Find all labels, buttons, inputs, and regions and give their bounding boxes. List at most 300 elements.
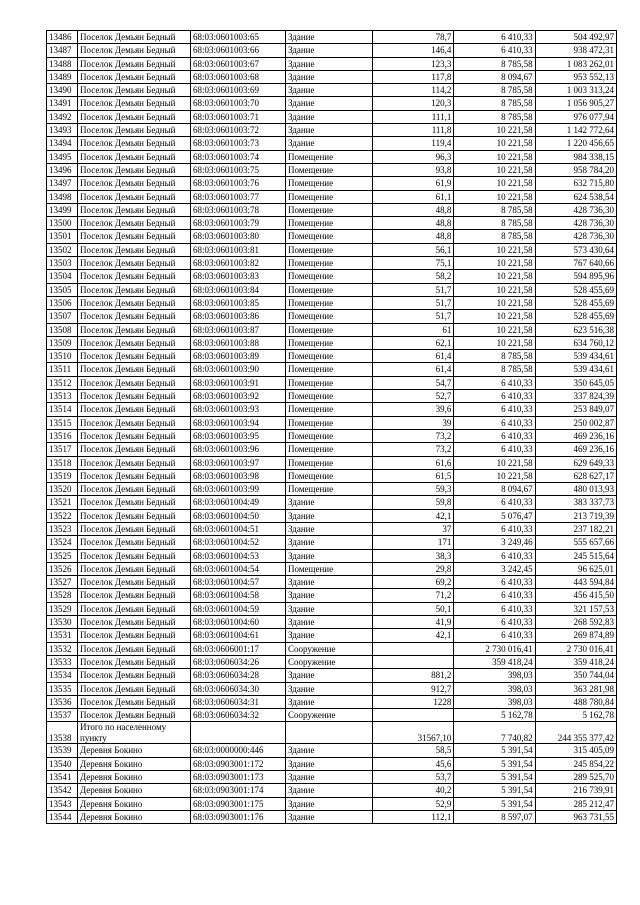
area-cell: 61,6 (373, 456, 454, 469)
specific-value-cell: 8 094,67 (454, 483, 535, 496)
cadastral-number-cell: 68:03:0601003:97 (191, 456, 286, 469)
locality-name-cell: Поселок Демьян Бедный (78, 97, 191, 110)
cadastral-number-cell: 68:03:0601003:66 (191, 44, 286, 57)
specific-value-cell: 398,03 (454, 695, 535, 708)
cadastral-value-cell: 539 434,61 (535, 363, 616, 376)
area-cell: 61,4 (373, 363, 454, 376)
cadastral-number-cell: 68:03:0601003:94 (191, 416, 286, 429)
cadastral-value-cell: 213 719,39 (535, 509, 616, 522)
row-number-cell: 13526 (47, 562, 78, 575)
table-row (47, 403, 617, 416)
locality-name-cell: Поселок Демьян Бедный (78, 403, 191, 416)
area-cell: 117,8 (373, 70, 454, 83)
cadastral-value-cell: 315 405,09 (535, 744, 616, 757)
specific-value-cell: 6 410,33 (454, 629, 535, 642)
locality-name-cell: Поселок Демьян Бедный (78, 217, 191, 230)
row-number-cell: 13501 (47, 230, 78, 243)
cadastral-number-cell: 68:03:0601003:73 (191, 137, 286, 150)
object-type-cell: Здание (286, 496, 373, 509)
area-cell: 48,8 (373, 203, 454, 216)
area-cell: 31567,10 (373, 722, 454, 744)
specific-value-cell: 8 597,07 (454, 810, 535, 823)
table-row (47, 97, 617, 110)
object-type-cell: Здание (286, 744, 373, 757)
specific-value-cell: 398,03 (454, 669, 535, 682)
cadastral-value-cell: 216 739,91 (535, 784, 616, 797)
area-cell: 61,4 (373, 350, 454, 363)
cadastral-value-cell: 350 744,04 (535, 669, 616, 682)
specific-value-cell: 8 785,58 (454, 110, 535, 123)
table-row (47, 642, 617, 655)
object-type-cell: Здание (286, 110, 373, 123)
specific-value-cell: 10 221,58 (454, 456, 535, 469)
row-number-cell: 13533 (47, 655, 78, 668)
specific-value-cell: 6 410,33 (454, 616, 535, 629)
cadastral-value-cell: 269 874,89 (535, 629, 616, 642)
object-type-cell: Здание (286, 31, 373, 44)
table-row (47, 44, 617, 57)
specific-value-cell: 8 094,67 (454, 70, 535, 83)
area-cell: 42,1 (373, 629, 454, 642)
row-number-cell: 13531 (47, 629, 78, 642)
cadastral-number-cell: 68:03:0601003:75 (191, 163, 286, 176)
object-type-cell: Помещение (286, 257, 373, 270)
row-number-cell: 13493 (47, 124, 78, 137)
cadastral-value-cell: 555 657,66 (535, 536, 616, 549)
cadastral-number-cell: 68:03:0601003:70 (191, 97, 286, 110)
object-type-cell: Здание (286, 616, 373, 629)
specific-value-cell: 3 242,45 (454, 562, 535, 575)
row-number-cell: 13507 (47, 310, 78, 323)
cadastral-number-cell: 68:03:0601003:77 (191, 190, 286, 203)
cadastral-number-cell: 68:03:0601003:71 (191, 110, 286, 123)
locality-name-cell: Поселок Демьян Бедный (78, 509, 191, 522)
object-type-cell: Помещение (286, 283, 373, 296)
object-type-cell: Помещение (286, 350, 373, 363)
table-row (47, 669, 617, 682)
table-row (47, 310, 617, 323)
table-row (47, 336, 617, 349)
row-number-cell: 13516 (47, 429, 78, 442)
locality-name-cell: Поселок Демьян Бедный (78, 70, 191, 83)
locality-name-cell: Поселок Демьян Бедный (78, 549, 191, 562)
cadastral-number-cell: 68:03:0601003:74 (191, 150, 286, 163)
row-number-cell: 13540 (47, 757, 78, 770)
table-row (47, 283, 617, 296)
object-type-cell: Помещение (286, 403, 373, 416)
locality-name-cell: Поселок Демьян Бедный (78, 642, 191, 655)
row-number-cell: 13528 (47, 589, 78, 602)
cadastral-number-cell: 68:03:0606034:31 (191, 695, 286, 708)
row-number-cell: 13506 (47, 296, 78, 309)
row-number-cell: 13538 (47, 722, 78, 744)
locality-name-cell: Поселок Демьян Бедный (78, 190, 191, 203)
locality-name-cell: Поселок Демьян Бедный (78, 84, 191, 97)
table-row (47, 443, 617, 456)
cadastral-value-cell: 984 338,15 (535, 150, 616, 163)
object-type-cell: Здание (286, 784, 373, 797)
cadastral-value-cell: 504 492,97 (535, 31, 616, 44)
cadastral-value-table (46, 30, 617, 824)
cadastral-value-cell: 253 849,07 (535, 403, 616, 416)
locality-name-cell: Поселок Демьян Бедный (78, 576, 191, 589)
cadastral-value-cell: 624 538,54 (535, 190, 616, 203)
object-type-cell: Помещение (286, 483, 373, 496)
object-type-cell: Здание (286, 536, 373, 549)
table-row (47, 230, 617, 243)
object-type-cell: Помещение (286, 416, 373, 429)
row-number-cell: 13529 (47, 602, 78, 615)
cadastral-number-cell: 68:03:0606034:26 (191, 655, 286, 668)
specific-value-cell: 10 221,58 (454, 243, 535, 256)
cadastral-number-cell: 68:03:0606034:32 (191, 709, 286, 722)
table-row (47, 522, 617, 535)
object-type-cell: Помещение (286, 376, 373, 389)
specific-value-cell: 8 785,58 (454, 363, 535, 376)
object-type-cell: Здание (286, 682, 373, 695)
cadastral-value-cell: 456 415,50 (535, 589, 616, 602)
table-row (47, 70, 617, 83)
cadastral-value-cell: 958 784,20 (535, 163, 616, 176)
cadastral-value-cell: 539 434,61 (535, 350, 616, 363)
locality-name-cell: Поселок Демьян Бедный (78, 283, 191, 296)
area-cell: 114,2 (373, 84, 454, 97)
object-type-cell: Помещение (286, 163, 373, 176)
object-type-cell: Помещение (286, 190, 373, 203)
object-type-cell: Здание (286, 602, 373, 615)
row-number-cell: 13486 (47, 31, 78, 44)
table-row (47, 163, 617, 176)
cadastral-number-cell: 68:03:0601004:60 (191, 616, 286, 629)
table-row (47, 243, 617, 256)
object-type-cell: Здание (286, 576, 373, 589)
locality-name-cell: Поселок Демьян Бедный (78, 695, 191, 708)
cadastral-value-cell: 428 736,30 (535, 230, 616, 243)
specific-value-cell: 10 221,58 (454, 336, 535, 349)
area-cell: 58,5 (373, 744, 454, 757)
cadastral-value-cell: 629 649,33 (535, 456, 616, 469)
locality-name-cell: Поселок Демьян Бедный (78, 110, 191, 123)
cadastral-number-cell: 68:03:0601003:78 (191, 203, 286, 216)
row-number-cell: 13537 (47, 709, 78, 722)
area-cell: 61 (373, 323, 454, 336)
row-number-cell: 13490 (47, 84, 78, 97)
table-row (47, 536, 617, 549)
table-row (47, 124, 617, 137)
cadastral-value-cell: 337 824,39 (535, 390, 616, 403)
cadastral-value-cell: 488 780,84 (535, 695, 616, 708)
object-type-cell: Здание (286, 797, 373, 810)
cadastral-value-cell: 244 355 377,42 (535, 722, 616, 744)
locality-name-cell: Поселок Демьян Бедный (78, 243, 191, 256)
row-number-cell: 13503 (47, 257, 78, 270)
locality-name-cell: Поселок Демьян Бедный (78, 496, 191, 509)
object-type-cell: Здание (286, 771, 373, 784)
table-row (47, 376, 617, 389)
locality-name-cell: Поселок Демьян Бедный (78, 469, 191, 482)
specific-value-cell: 5 162,78 (454, 709, 535, 722)
area-cell: 29,8 (373, 562, 454, 575)
table-row (47, 416, 617, 429)
row-number-cell: 13499 (47, 203, 78, 216)
row-number-cell: 13494 (47, 137, 78, 150)
specific-value-cell: 6 410,33 (454, 522, 535, 535)
area-cell: 112,1 (373, 810, 454, 823)
locality-name-cell: Поселок Демьян Бедный (78, 31, 191, 44)
cadastral-number-cell: 68:03:0601004:54 (191, 562, 286, 575)
table-row (47, 709, 617, 722)
table-row (47, 257, 617, 270)
object-type-cell: Здание (286, 757, 373, 770)
cadastral-value-cell: 1 220 456,65 (535, 137, 616, 150)
cadastral-number-cell: 68:03:0601003:67 (191, 57, 286, 70)
cadastral-value-cell: 1 142 772,64 (535, 124, 616, 137)
locality-name-cell: Поселок Демьян Бедный (78, 655, 191, 668)
object-type-cell: Помещение (286, 243, 373, 256)
row-number-cell: 13542 (47, 784, 78, 797)
cadastral-number-cell: 68:03:0601004:57 (191, 576, 286, 589)
object-type-cell: Помещение (286, 323, 373, 336)
row-number-cell: 13497 (47, 177, 78, 190)
locality-name-cell: Поселок Демьян Бедный (78, 336, 191, 349)
specific-value-cell: 10 221,58 (454, 270, 535, 283)
area-cell: 42,1 (373, 509, 454, 522)
object-type-cell: Здание (286, 137, 373, 150)
row-number-cell: 13544 (47, 810, 78, 823)
object-type-cell: Здание (286, 695, 373, 708)
table-row (47, 616, 617, 629)
cadastral-value-cell: 289 525,70 (535, 771, 616, 784)
row-number-cell: 13530 (47, 616, 78, 629)
specific-value-cell: 8 785,58 (454, 350, 535, 363)
specific-value-cell: 6 410,33 (454, 429, 535, 442)
area-cell: 1228 (373, 695, 454, 708)
row-number-cell: 13534 (47, 669, 78, 682)
area-cell: 73,2 (373, 443, 454, 456)
cadastral-value-cell: 359 418,24 (535, 655, 616, 668)
area-cell: 50,1 (373, 602, 454, 615)
table-row (47, 456, 617, 469)
cadastral-value-cell: 443 594,84 (535, 576, 616, 589)
object-type-cell: Здание (286, 97, 373, 110)
row-number-cell: 13517 (47, 443, 78, 456)
object-type-cell: Здание (286, 70, 373, 83)
cadastral-value-cell: 250 002,87 (535, 416, 616, 429)
locality-name-cell: Поселок Демьян Бедный (78, 150, 191, 163)
object-type-cell: Здание (286, 810, 373, 823)
cadastral-number-cell: 68:03:0601003:98 (191, 469, 286, 482)
area-cell: 123,3 (373, 57, 454, 70)
area-cell: 120,3 (373, 97, 454, 110)
table-row (47, 655, 617, 668)
area-cell (373, 642, 454, 655)
locality-name-cell: Поселок Демьян Бедный (78, 163, 191, 176)
specific-value-cell: 10 221,58 (454, 323, 535, 336)
cadastral-value-cell: 953 552,13 (535, 70, 616, 83)
cadastral-value-table-page (46, 30, 617, 824)
object-type-cell: Помещение (286, 469, 373, 482)
area-cell: 146,4 (373, 44, 454, 57)
area-cell: 40,2 (373, 784, 454, 797)
locality-name-cell: Поселок Демьян Бедный (78, 137, 191, 150)
specific-value-cell: 10 221,58 (454, 310, 535, 323)
object-type-cell: Помещение (286, 363, 373, 376)
locality-name-cell: Деревня Бокино (78, 810, 191, 823)
object-type-cell: Сооружение (286, 709, 373, 722)
specific-value-cell: 5 391,54 (454, 797, 535, 810)
cadastral-number-cell: 68:03:0601004:50 (191, 509, 286, 522)
specific-value-cell: 10 221,58 (454, 177, 535, 190)
object-type-cell: Помещение (286, 336, 373, 349)
row-number-cell: 13504 (47, 270, 78, 283)
area-cell: 51,7 (373, 283, 454, 296)
cadastral-number-cell: 68:03:0601003:86 (191, 310, 286, 323)
area-cell: 39 (373, 416, 454, 429)
area-cell: 912,7 (373, 682, 454, 695)
specific-value-cell: 3 249,46 (454, 536, 535, 549)
cadastral-value-cell: 528 455,69 (535, 283, 616, 296)
object-type-cell: Здание (286, 549, 373, 562)
row-number-cell: 13522 (47, 509, 78, 522)
locality-name-cell: Деревня Бокино (78, 784, 191, 797)
specific-value-cell: 7 740,82 (454, 722, 535, 744)
object-type-cell: Здание (286, 57, 373, 70)
object-type-cell: Здание (286, 629, 373, 642)
row-number-cell: 13524 (47, 536, 78, 549)
object-type-cell: Помещение (286, 390, 373, 403)
cadastral-number-cell: 68:03:0601003:81 (191, 243, 286, 256)
table-row (47, 744, 617, 757)
object-type-cell: Здание (286, 124, 373, 137)
row-number-cell: 13508 (47, 323, 78, 336)
cadastral-number-cell: 68:03:0601003:89 (191, 350, 286, 363)
row-number-cell: 13487 (47, 44, 78, 57)
cadastral-value-cell: 976 077,94 (535, 110, 616, 123)
row-number-cell: 13519 (47, 469, 78, 482)
table-row (47, 797, 617, 810)
cadastral-value-cell: 623 516,38 (535, 323, 616, 336)
cadastral-number-cell: 68:03:0606034:30 (191, 682, 286, 695)
table-row (47, 682, 617, 695)
locality-name-cell: Поселок Демьян Бедный (78, 270, 191, 283)
locality-name-cell: Поселок Демьян Бедный (78, 629, 191, 642)
table-row (47, 483, 617, 496)
specific-value-cell: 6 410,33 (454, 416, 535, 429)
cadastral-value-cell: 237 182,21 (535, 522, 616, 535)
object-type-cell (286, 722, 373, 744)
locality-name-cell: Поселок Демьян Бедный (78, 483, 191, 496)
cadastral-value-cell: 428 736,30 (535, 203, 616, 216)
area-cell: 48,8 (373, 230, 454, 243)
cadastral-number-cell: 68:03:0601004:53 (191, 549, 286, 562)
table-row (47, 363, 617, 376)
locality-name-cell: Поселок Демьян Бедный (78, 416, 191, 429)
locality-name-cell: Поселок Демьян Бедный (78, 682, 191, 695)
table-body (47, 31, 617, 824)
area-cell: 39,6 (373, 403, 454, 416)
cadastral-value-cell: 428 736,30 (535, 217, 616, 230)
area-cell: 48,8 (373, 217, 454, 230)
locality-name-cell: Поселок Демьян Бедный (78, 124, 191, 137)
cadastral-number-cell: 68:03:0601003:93 (191, 403, 286, 416)
specific-value-cell: 8 785,58 (454, 217, 535, 230)
row-number-cell: 13536 (47, 695, 78, 708)
cadastral-number-cell: 68:03:0601004:58 (191, 589, 286, 602)
area-cell: 58,2 (373, 270, 454, 283)
cadastral-value-cell: 573 430,64 (535, 243, 616, 256)
area-cell: 41,9 (373, 616, 454, 629)
object-type-cell: Помещение (286, 230, 373, 243)
specific-value-cell: 5 076,47 (454, 509, 535, 522)
specific-value-cell: 10 221,58 (454, 137, 535, 150)
cadastral-number-cell (191, 722, 286, 744)
row-number-cell: 13535 (47, 682, 78, 695)
row-number-cell: 13492 (47, 110, 78, 123)
locality-name-cell: Деревня Бокино (78, 757, 191, 770)
cadastral-value-cell: 1 056 905,27 (535, 97, 616, 110)
object-type-cell: Помещение (286, 270, 373, 283)
specific-value-cell: 10 221,58 (454, 296, 535, 309)
cadastral-number-cell: 68:03:0601004:51 (191, 522, 286, 535)
table-row (47, 390, 617, 403)
cadastral-value-cell: 632 715,80 (535, 177, 616, 190)
row-number-cell: 13511 (47, 363, 78, 376)
cadastral-value-cell: 480 013,93 (535, 483, 616, 496)
cadastral-number-cell: 68:03:0601003:88 (191, 336, 286, 349)
specific-value-cell: 6 410,33 (454, 403, 535, 416)
cadastral-number-cell: 68:03:0000000:446 (191, 744, 286, 757)
area-cell: 61,1 (373, 190, 454, 203)
object-type-cell: Здание (286, 669, 373, 682)
row-number-cell: 13496 (47, 163, 78, 176)
specific-value-cell: 10 221,58 (454, 190, 535, 203)
area-cell: 78,7 (373, 31, 454, 44)
object-type-cell: Помещение (286, 203, 373, 216)
row-number-cell: 13510 (47, 350, 78, 363)
cadastral-value-cell: 350 645,05 (535, 376, 616, 389)
area-cell (373, 655, 454, 668)
row-number-cell: 13509 (47, 336, 78, 349)
row-number-cell: 13541 (47, 771, 78, 784)
locality-name-cell: Поселок Демьян Бедный (78, 323, 191, 336)
cadastral-value-cell: 594 895,96 (535, 270, 616, 283)
table-row (47, 217, 617, 230)
area-cell: 69,2 (373, 576, 454, 589)
row-number-cell: 13489 (47, 70, 78, 83)
specific-value-cell: 10 221,58 (454, 150, 535, 163)
table-row (47, 810, 617, 823)
locality-name-cell: Поселок Демьян Бедный (78, 390, 191, 403)
table-row (47, 31, 617, 44)
area-cell: 61,5 (373, 469, 454, 482)
locality-name-cell: Деревня Бокино (78, 744, 191, 757)
specific-value-cell: 6 410,33 (454, 31, 535, 44)
locality-name-cell: Поселок Демьян Бедный (78, 443, 191, 456)
locality-name-cell: Поселок Демьян Бедный (78, 57, 191, 70)
specific-value-cell: 6 410,33 (454, 602, 535, 615)
specific-value-cell: 10 221,58 (454, 283, 535, 296)
specific-value-cell: 8 785,58 (454, 230, 535, 243)
row-number-cell: 13525 (47, 549, 78, 562)
cadastral-number-cell: 68:03:0601003:96 (191, 443, 286, 456)
table-row (47, 57, 617, 70)
cadastral-value-cell: 96 625,01 (535, 562, 616, 575)
table-row (47, 429, 617, 442)
area-cell: 881,2 (373, 669, 454, 682)
cadastral-number-cell: 68:03:0601004:52 (191, 536, 286, 549)
object-type-cell: Здание (286, 84, 373, 97)
object-type-cell: Помещение (286, 177, 373, 190)
